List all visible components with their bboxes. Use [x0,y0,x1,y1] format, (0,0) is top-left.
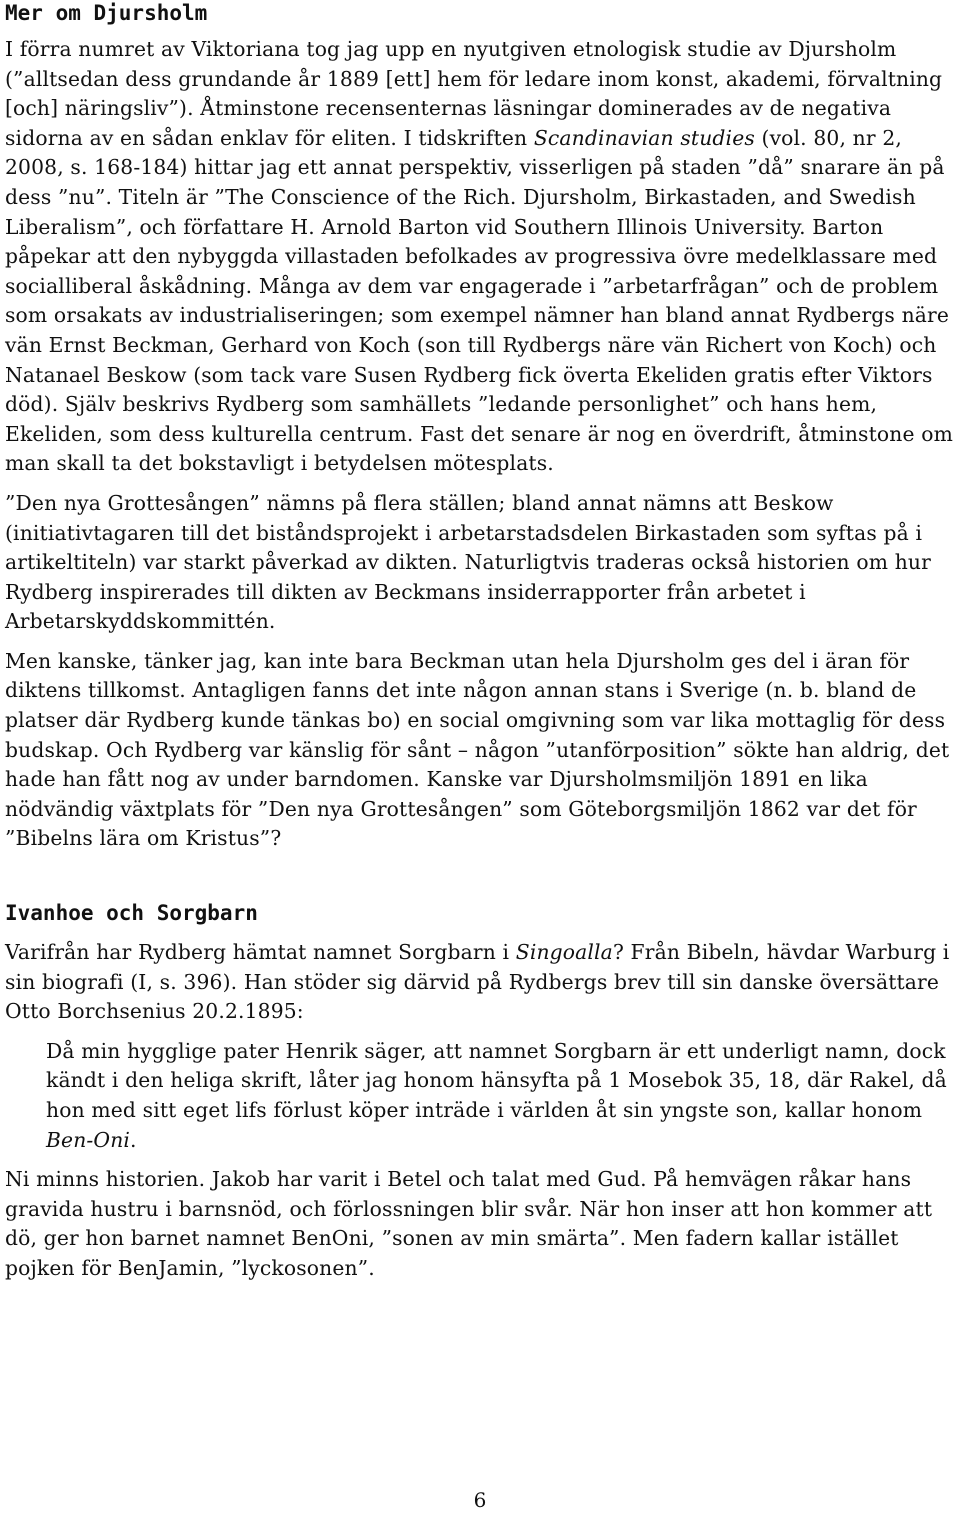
paragraph-text: Varifrån har Rydberg hämtat namnet Sorgbarn i [5,940,516,965]
paragraph-ivanhoe-2: Ni minns historien. Jakob har varit i Betel och talat med Gud. På hemvägen råkar hans gravida hustru i barnsnöd, och förlossningen blir svår. När hon inser att hon kommer att dö, ger hon barnet namnet BenOni, ”sonen av min smärta”. Men fadern kallar istället pojken för BenJamin, ”lyckosonen”. [5,1167,933,1280]
paragraph-text: ? Från Bibeln, hävdar Warburg i sin biografi (I, s. 396). Han stöder sig därvid på Rydbergs brev till sin danske översättare Otto Borchsenius 20.2.1895: [5,940,950,1024]
document-page [5,0,953,1294]
paragraph-text: (vol. 80, nr 2, 2008, s. 168-184) hittar jag ett annat perspektiv, visserligen på staden ”då” snarare än på dess ”nu”. Titeln är ”The Conscience of the Rich. Djursholm, Birkastaden, and Swedish Liberalism”, och författare H. Arnold Barton vid Southern Illinois University. Barton påpekar att den nybyggda villastaden befolkades av progressiva övre medelklassare med socialliberal åskådning. Många av dem var engagerade i ”arbetarfrågan” och de problem som orsakats av industrialiseringen; som exempel nämner han bland annat Rydbergs näre vän Ernst Beckman, Gerhard von Koch (son till Rydbergs näre vän Richert von Koch) och Natanael Beskow (som tack vare Susen Rydberg fick överta Ekeliden gratis efter Viktors död). Själv beskrivs Rydberg som samhällets ”ledande personlighet” och hans hem, Ekeliden, som dess kulturella centrum. Fast det senare är nog en överdrift, åtminstone om man skall ta det bokstavligt i betydelsen mötesplats. [5,125,953,476]
journal-title: Scandinavian studies [533,125,755,150]
page-number: 6 [473,1488,487,1512]
paragraph-djursholm-3: Men kanske, tänker jag, kan inte bara Beckman utan hela Djursholm ges del i äran för diktens tillkomst. Antagligen fanns det inte någon annan stans i Sverige (n. b. bland de platser där Rydberg kunde tänkas bo) en social omgivning som var lika mottaglig för dess budskap. Och Rydberg var känslig för sånt – någon ”utanförposition” sökte han aldrig, det hade han fått nog av under barndomen. Kanske var Djursholmsmiljön 1891 en lika nödvändig växtplats för ”Den nya Grottesången” som Göteborgsmiljön 1862 var det för ”Bibelns lära om Kristus”? [5,648,950,851]
quote-text: . [130,1127,137,1152]
paragraph-text: I förra numret av Viktoriana tog jag upp en nyutgiven etnologisk studie av Djursholm (”alltsedan dess grundande år 1889 [ett] hem för ledare inom konst, akademi, förvaltning [och] näringsliv”). Åtminstone recensenternas läsningar dominerades av de negativa sidorna av en sådan enklav för eliten. I tidskriften [5,37,943,150]
paragraph-djursholm-2: ”Den nya Grottesången” nämns på flera ställen; bland annat nämns att Beskow (initiativtagaren till det biståndsprojekt i arbetarstadsdelen Birkastaden som syftas på i artikeltiteln) var starkt påverkad av dikten. Naturligtvis traderas också historien om hur Rydberg inspirerades till dikten av Beckmans insiderrapporter från arbetet i Arbetarskyddskommittén. [5,490,931,634]
section-heading-ivanhoe: Ivanhoe och Sorgbarn [5,901,258,926]
book-title: Singoalla [515,940,613,965]
quote-emphasis: Ben-Oni [46,1127,131,1152]
paragraph-djursholm-1 [5,35,953,479]
paragraph-ivanhoe-1 [5,938,953,1027]
quote-text: Då min hygglige pater Henrik säger, att namnet Sorgbarn är ett underligt namn, dock kändt i den heliga skrift, låter jag honom hänsyfta på 1 Mosebok 35, 18, där Rakel, då hon med sitt eget lifs förlust köper inträde i världen åt sin yngste son, kallar honom [46,1038,947,1122]
block-quote [46,1037,953,1155]
section-heading-djursholm: Mer om Djursholm [5,1,208,25]
